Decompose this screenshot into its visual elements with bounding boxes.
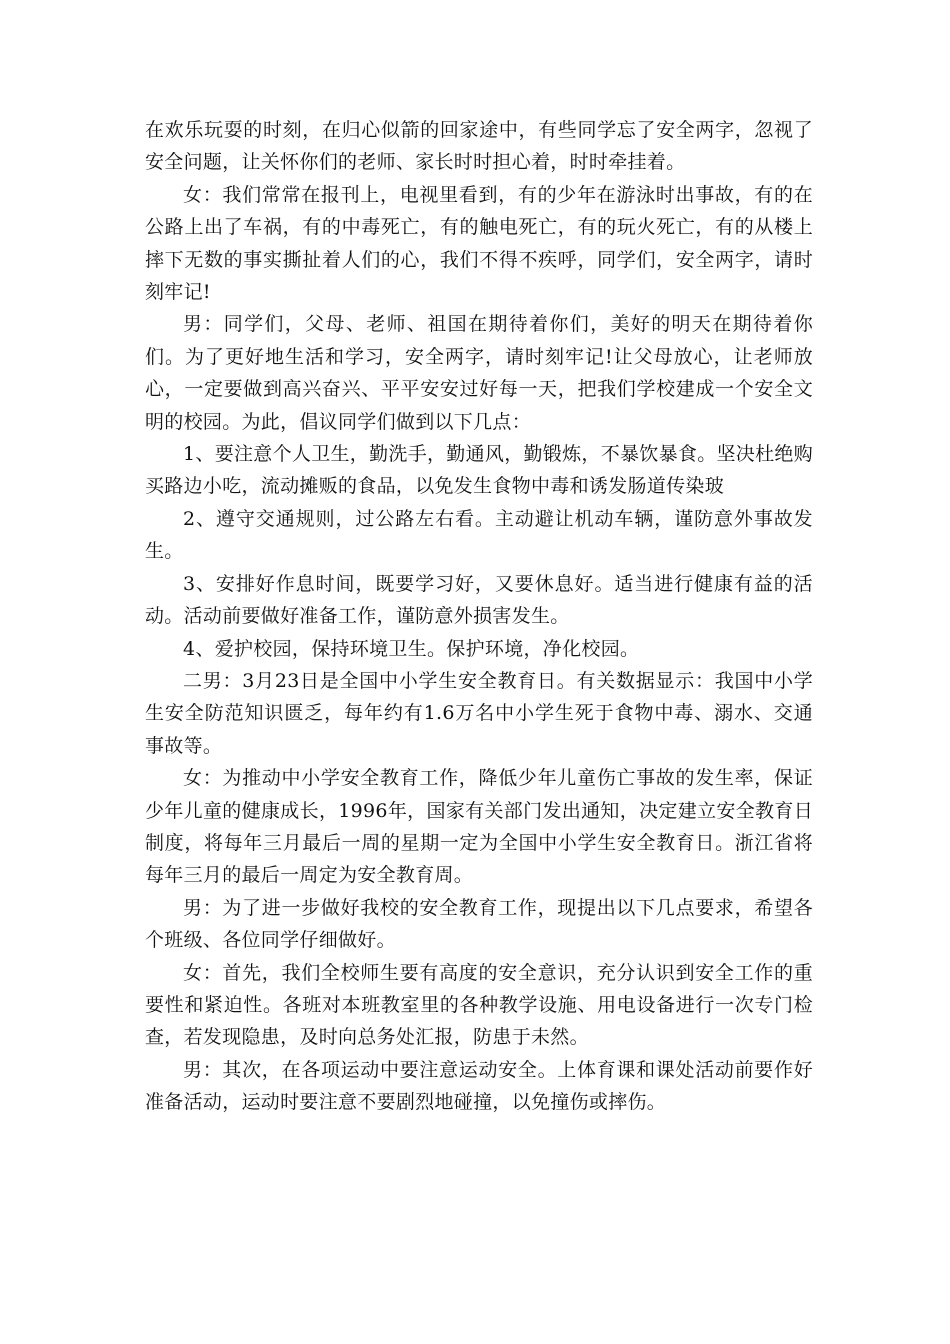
paragraph-point-3-schedule: 3、安排好作息时间，既要学习好，又要休息好。适当进行健康有益的活动。活动前要做好准备工作，谨防意外损害发生。 [145,572,813,628]
paragraph-point-1-hygiene: 1、要注意个人卫生，勤洗手，勤通风，勤锻炼，不暴饮暴食。坚决杜绝购买路边小吃，流动摊贩的食品，以免发生食物中毒和诱发肠道传染玻 [145,443,813,498]
paragraph-male-second: 男：其次，在各项运动中要注意运动安全。上体育课和课处活动前要作好准备活动，运动时要注意不要剧烈地碰撞，以免撞伤或摔伤。 [145,1058,813,1114]
paragraph-point-4-campus: 4、爱护校园，保持环境卫生。保护环境，净化校园。 [183,637,640,660]
paragraph-continuation: 在欢乐玩耍的时刻，在归心似箭的回家途中，有些同学忘了安全两字，忽视了安全问题，让关怀你们的老师、家长时时担心着，时时牵挂着。 [145,119,813,174]
paragraph-male-proposal: 男：同学们，父母、老师、祖国在期待着你们，美好的明天在期待着你们。为了更好地生活和学习，安全两字，请时刻牢记!让父母放心，让老师放心，一定要做到高兴奋兴、平平安安过好每一天，把我们学校建成一个安全文明的校园。为此，倡议同学们做到以下几点： [145,313,813,433]
document-body [145,114,813,1119]
paragraph-female-education-day: 女：为推动中小学安全教育工作，降低少年儿童伤亡事故的发生率，保证少年儿童的健康成长，1996年，国家有关部门发出通知，决定建立安全教育日制度，将每年三月最后一周的星期一定为全国中小学生安全教育日。浙江省将每年三月的最后一周定为安全教育周。 [145,767,813,887]
paragraph-second-male-safety-day: 二男：3月23日是全国中小学生安全教育日。有关数据显示：我国中小学生安全防范知识匮乏，每年约有1.6万名中小学生死于食物中毒、溺水、交通事故等。 [145,669,813,757]
paragraph-point-2-traffic: 2、遵守交通规则，过公路左右看。主动避让机动车辆，谨防意外事故发生。 [145,507,813,563]
paragraph-female-first: 女：首先，我们全校师生要有高度的安全意识，充分认识到安全工作的重要性和紧迫性。各班对本班教室里的各种教学设施、用电设备进行一次专门检查，若发现隐患，及时向总务处汇报，防患于未然。 [145,961,813,1049]
paragraph-female-news-accidents: 女：我们常常在报刊上，电视里看到，有的少年在游泳时出事故，有的在公路上出了车祸，有的中毒死亡，有的触电死亡，有的玩火死亡，有的从楼上摔下无数的事实撕扯着人们的心，我们不得不疾呼，同学们，安全两字，请时刻牢记! [145,183,813,304]
paragraph-male-requirements: 男：为了进一步做好我校的安全教育工作，现提出以下几点要求，希望各个班级、各位同学仔细做好。 [145,896,813,952]
